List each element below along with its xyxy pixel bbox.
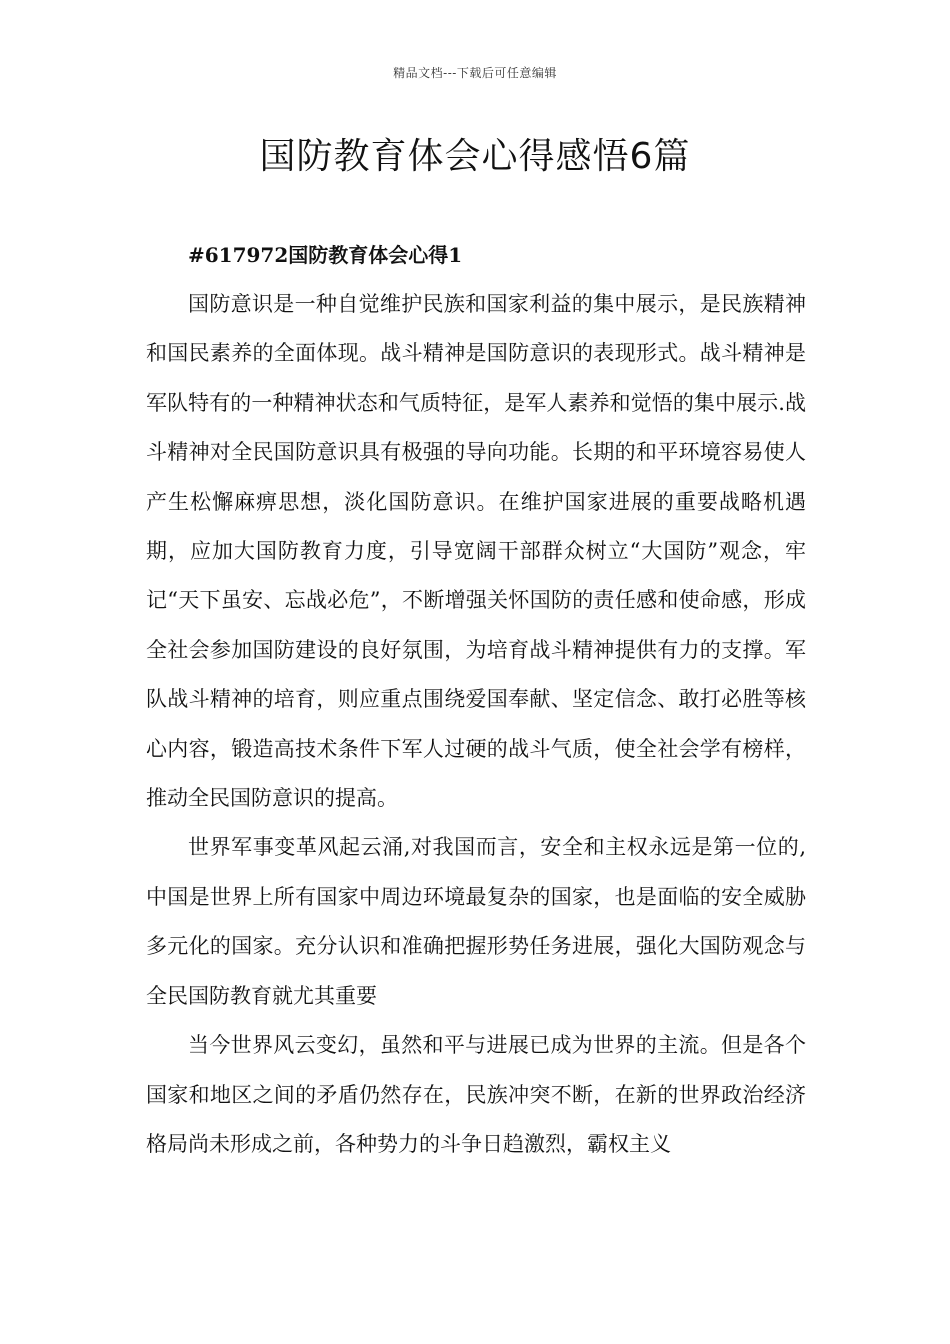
- document-title: 国防教育体会心得感悟6篇: [259, 136, 691, 177]
- document-body: [146, 280, 806, 1169]
- section-heading: #617972国防教育体会心得1: [188, 243, 463, 267]
- paragraph: 世界军事变革风起云涌,对我国而言，安全和主权永远是第一位的,中国是世界上所有国家中周边环境最复杂的国家，也是面临的安全威胁多元化的国家。充分认识和准确把握形势任务进展，强化大国防观念与全民国防教育就尤其重要: [146, 835, 806, 1008]
- paragraph: 国防意识是一种自觉维护民族和国家利益的集中展示，是民族精神和国民素养的全面体现。战斗精神是国防意识的表现形式。战斗精神是军队特有的一种精神状态和气质特征，是军人素养和觉悟的集中展示.战斗精神对全民国防意识具有极强的导向功能。长期的和平环境容易使人产生松懈麻痹思想，淡化国防意识。在维护国家进展的重要战略机遇期，应加大国防教育力度，引导宽阔干部群众树立“大国防”观念，牢记“天下虽安、忘战必危”，不断增强关怀国防的责任感和使命感，形成全社会参加国防建设的良好氛围，为培育战斗精神提供有力的支撑。军队战斗精神的培育，则应重点围绕爱国奉献、坚定信念、敢打必胜等核心内容，锻造高技术条件下军人过硬的战斗气质，使全社会学有榜样，推动全民国防意识的提高。: [146, 292, 806, 811]
- page-header: 精品文档---下载后可任意编辑: [393, 66, 557, 80]
- paragraph: 当今世界风云变幻，虽然和平与进展已成为世界的主流。但是各个国家和地区之间的矛盾仍然存在，民族冲突不断，在新的世界政治经济格局尚未形成之前，各种势力的斗争日趋激烈，霸权主义: [146, 1033, 806, 1156]
